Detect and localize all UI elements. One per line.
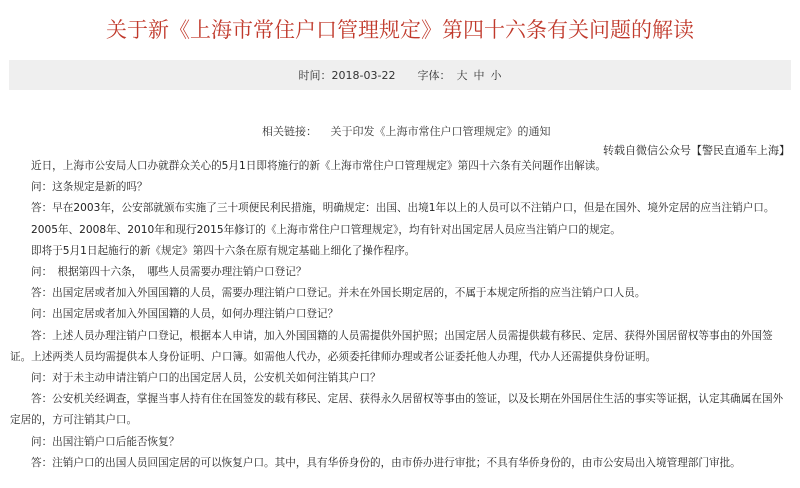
paragraph: 答：上述人员办理注销户口登记，根据本人申请，加入外国国籍的人员需提供外国护照；出国定居人员需提供载有移民、定居、获得外国居留权等事由的外国签证。上述两类人员均需提供本人身份证明、户口簿。如需他人代办，必须委托律师办理或者公证委托他人办理，代办人还需提供身份证明。	[10, 329, 773, 363]
repost-source: 转载自微信公众号【警民直通车上海】	[603, 144, 790, 157]
paragraph: 即将于5月1日起施行的新《规定》第四十六条在原有规定基础上细化了操作程序。	[31, 244, 416, 257]
font-size-label: 字体：	[417, 69, 451, 82]
paragraph: 问： 根据第四十六条， 哪些人员需要办理注销户口登记？	[31, 266, 307, 279]
related-links	[262, 123, 551, 139]
paragraph: 答：早在2003年，公安部就颁布实施了三十项便民利民措施，明确规定：出国、出境1年以上的人员可以不注销户口，但是在国外、境外定居的应当注销户口。	[31, 202, 775, 215]
paragraph: 问：出国注销户口后能否恢复？	[31, 435, 180, 448]
article-title: 关于新《上海市常住户口管理规定》第四十六条有关问题的解读	[106, 18, 694, 42]
font-size-large-link[interactable]: 大	[456, 69, 468, 82]
paragraph: 问：出国定居或者加入外国国籍的人员，如何办理注销户口登记？	[31, 308, 339, 321]
paragraph: 答：注销户口的出国人员回国定居的可以恢复户口。其中，具有华侨身份的，由市侨办进行审批；不具有华侨身份的，由市公安局出入境管理部门审批。	[31, 456, 741, 469]
paragraph: 答：公安机关经调查，掌握当事人持有住在国签发的载有移民、定居、获得永久居留权等事由的签证，以及长期在外国居住生活的事实等证据，认定其确属在国外定居的，方可注销其户口。	[10, 393, 784, 427]
paragraph: 问：对于未主动申请注销户口的出国定居人员，公安机关如何注销其户口？	[31, 372, 381, 385]
paragraph: 近日，上海市公安局人口办就群众关心的5月1日即将施行的新《上海市常住户口管理规定》第四十六条有关问题作出解读。	[31, 160, 606, 172]
time-label: 时间：	[298, 69, 332, 82]
article-meta-bar	[9, 60, 791, 90]
paragraph: 问：这条规定是新的吗？	[31, 181, 148, 194]
font-size-medium-link[interactable]: 中	[473, 69, 485, 82]
related-label: 相关链接：	[262, 125, 317, 138]
publish-date: 2018-03-22	[331, 68, 396, 82]
related-link[interactable]: 关于印发《上海市常住户口管理规定》的通知	[330, 125, 551, 138]
font-size-small-link[interactable]: 小	[490, 69, 502, 82]
article-body	[10, 156, 790, 474]
paragraph: 答：出国定居或者加入外国国籍的人员，需要办理注销户口登记。并未在外国长期定居的，不属于本规定所指的应当注销户口人员。	[31, 287, 646, 300]
paragraph: 2005年、2008年、2010年和现行2015年修订的《上海市常住户口管理规定》，均有针对出国定居人员应当注销户口的规定。	[31, 223, 621, 236]
